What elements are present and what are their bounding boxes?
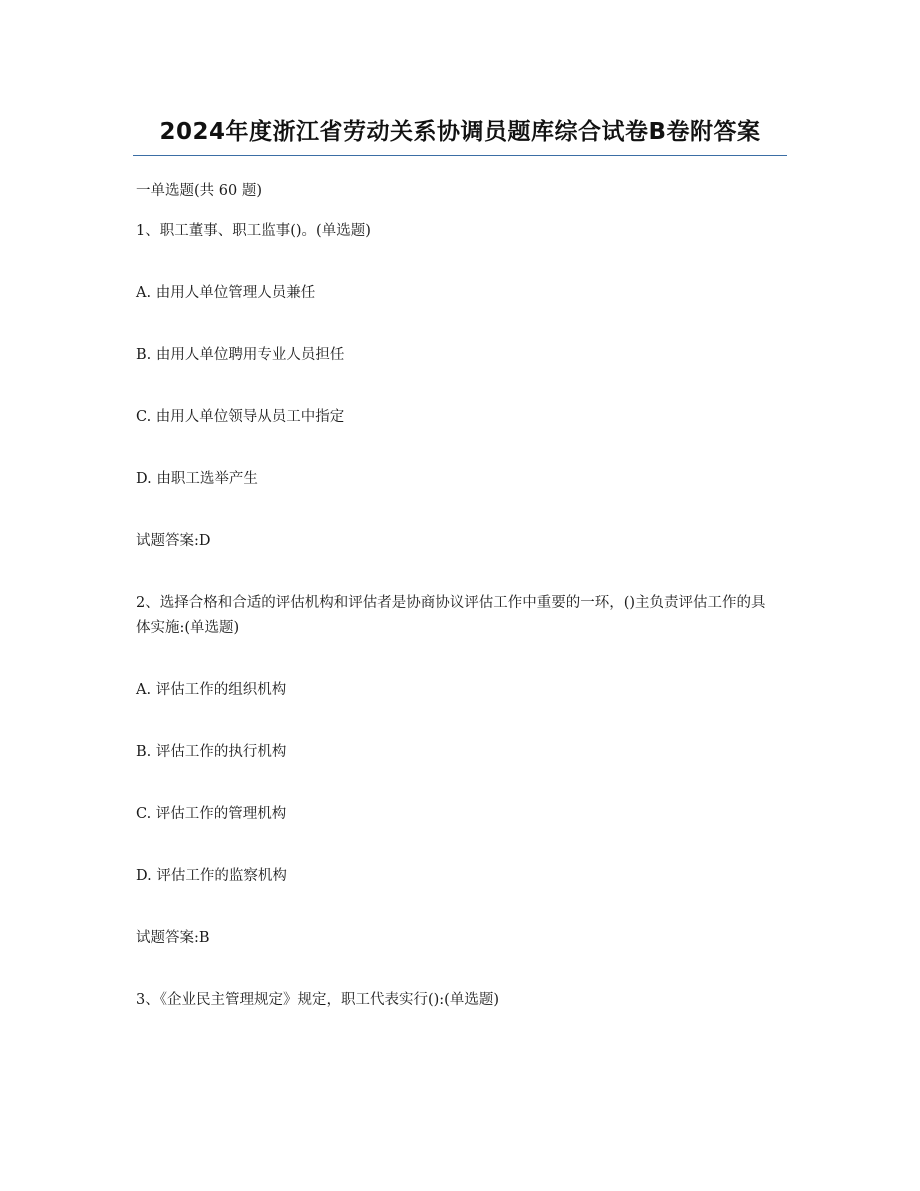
title-underline [133, 155, 787, 156]
question-1-stem: 1、职工董事、职工监事()。(单选题) [136, 223, 371, 239]
question-2-option-d: D. 评估工作的监察机构 [136, 868, 287, 884]
question-2-option-b: B. 评估工作的执行机构 [136, 744, 287, 760]
page-title: 2024年度浙江省劳动关系协调员题库综合试卷B卷附答案 [159, 119, 761, 145]
question-2-stem: 2、选择合格和合适的评估机构和评估者是协商协议评估工作中重要的一环，()主负责评估工作的具体实施:(单选题) [136, 595, 766, 636]
question-2-option-c: C. 评估工作的管理机构 [136, 806, 287, 822]
question-1-option-b: B. 由用人单位聘用专业人员担任 [136, 347, 345, 363]
question-2-option-a: A. 评估工作的组织机构 [136, 682, 287, 698]
question-1-option-a: A. 由用人单位管理人员兼任 [136, 285, 316, 301]
question-3-stem: 3、《企业民主管理规定》规定，职工代表实行():(单选题) [136, 992, 499, 1008]
question-1-option-c: C. 由用人单位领导从员工中指定 [136, 409, 345, 425]
question-1-answer: 试题答案:D [136, 533, 211, 549]
section-heading: 一单选题(共 60 题) [136, 183, 262, 199]
question-1-option-d: D. 由职工选举产生 [136, 471, 258, 487]
question-2-answer: 试题答案:B [136, 930, 210, 946]
